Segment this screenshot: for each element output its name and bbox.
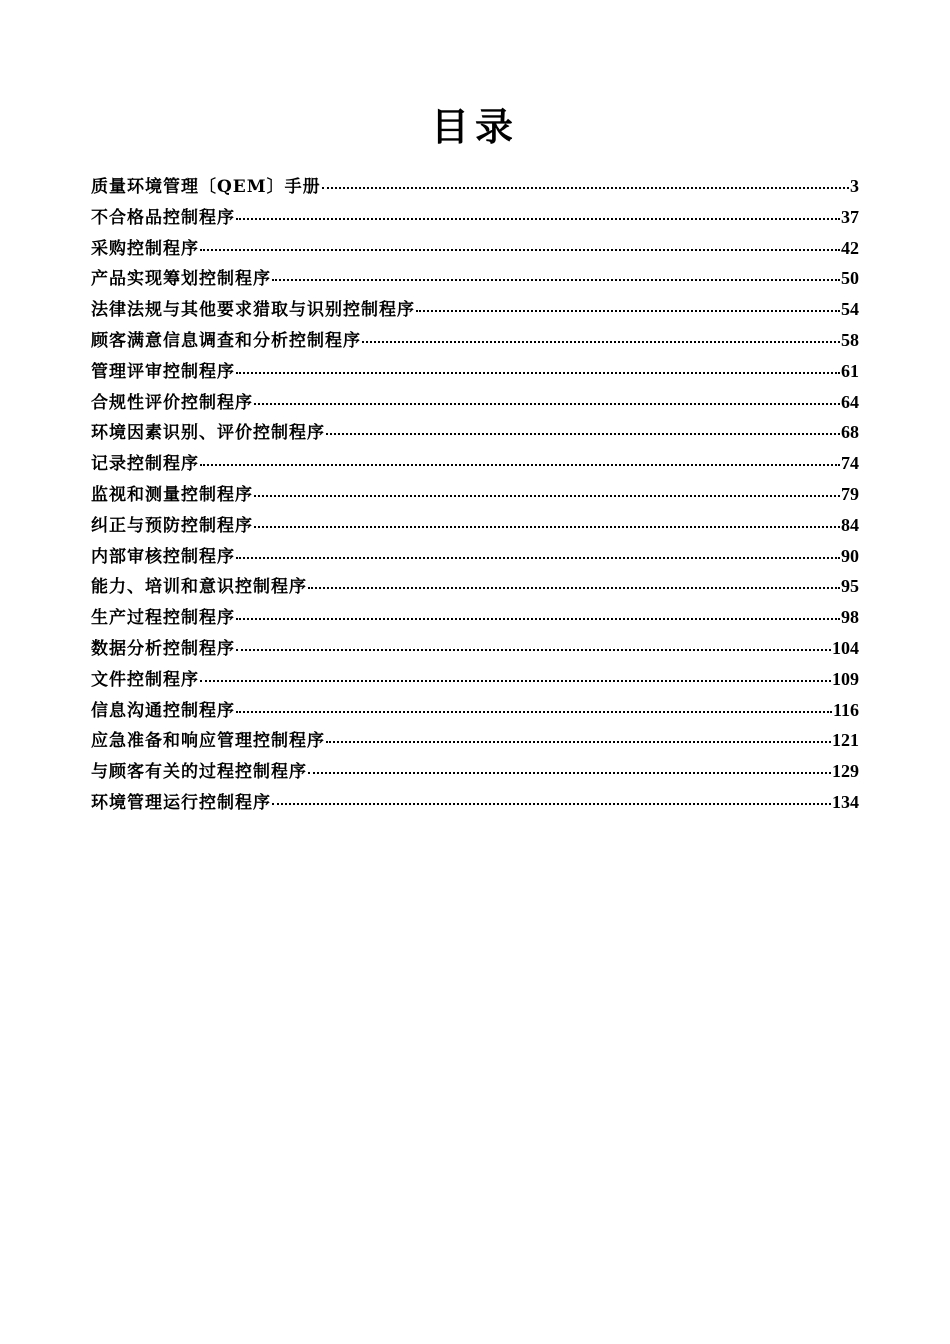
table-of-contents bbox=[91, 172, 859, 819]
dot-leader bbox=[200, 464, 840, 466]
toc-entry-page: 58 bbox=[841, 329, 859, 350]
dot-leader bbox=[308, 772, 831, 774]
toc-entry[interactable] bbox=[91, 295, 859, 326]
dot-leader bbox=[308, 587, 840, 589]
toc-entry[interactable] bbox=[91, 788, 859, 819]
toc-entry[interactable] bbox=[91, 665, 859, 696]
toc-entry-label: 采购控制程序 bbox=[91, 238, 199, 259]
toc-entry-label: 环境因素识别、评价控制程序 bbox=[91, 423, 325, 444]
toc-entry[interactable] bbox=[91, 388, 859, 419]
toc-entry[interactable] bbox=[91, 172, 859, 203]
toc-entry[interactable] bbox=[91, 572, 859, 603]
dot-leader bbox=[236, 372, 840, 374]
dot-leader bbox=[236, 218, 840, 220]
toc-entry-label: 不合格品控制程序 bbox=[91, 207, 235, 228]
toc-entry-label: 质量环境管理〔QEM〕手册 bbox=[91, 177, 321, 197]
toc-entry[interactable] bbox=[91, 203, 859, 234]
toc-entry[interactable] bbox=[91, 511, 859, 542]
toc-entry-label: 环境管理运行控制程序 bbox=[91, 792, 271, 813]
dot-leader bbox=[322, 187, 849, 189]
toc-entry-label: 监视和测量控制程序 bbox=[91, 484, 253, 505]
toc-entry-label: 能力、培训和意识控制程序 bbox=[91, 577, 307, 598]
toc-entry-page: 50 bbox=[841, 268, 859, 289]
toc-entry-page: 37 bbox=[841, 206, 859, 227]
toc-entry[interactable] bbox=[91, 357, 859, 388]
toc-entry-label: 内部审核控制程序 bbox=[91, 546, 235, 567]
dot-leader bbox=[236, 557, 840, 559]
toc-entry[interactable] bbox=[91, 542, 859, 573]
toc-entry-label: 管理评审控制程序 bbox=[91, 361, 235, 382]
toc-entry-page: 42 bbox=[841, 237, 859, 258]
dot-leader bbox=[236, 649, 831, 651]
dot-leader bbox=[236, 711, 832, 713]
toc-entry-page: 134 bbox=[832, 791, 859, 812]
toc-entry-page: 104 bbox=[832, 637, 859, 658]
toc-entry-label: 应急准备和响应管理控制程序 bbox=[91, 731, 325, 752]
toc-entry-page: 129 bbox=[832, 761, 859, 782]
toc-entry[interactable] bbox=[91, 449, 859, 480]
toc-entry[interactable] bbox=[91, 696, 859, 727]
dot-leader bbox=[254, 495, 840, 497]
toc-entry-page: 54 bbox=[841, 299, 859, 320]
dot-leader bbox=[326, 741, 831, 743]
toc-entry[interactable] bbox=[91, 418, 859, 449]
toc-entry-label: 信息沟通控制程序 bbox=[91, 700, 235, 721]
toc-entry[interactable] bbox=[91, 634, 859, 665]
toc-entry-label: 记录控制程序 bbox=[91, 454, 199, 475]
dot-leader bbox=[200, 249, 840, 251]
toc-entry[interactable] bbox=[91, 757, 859, 788]
toc-entry[interactable] bbox=[91, 603, 859, 634]
toc-entry-label: 纠正与预防控制程序 bbox=[91, 515, 253, 536]
toc-entry-label: 顾客满意信息调查和分析控制程序 bbox=[91, 330, 361, 351]
toc-entry[interactable] bbox=[91, 726, 859, 757]
toc-entry[interactable] bbox=[91, 234, 859, 265]
toc-entry-page: 3 bbox=[850, 176, 859, 196]
toc-entry[interactable] bbox=[91, 264, 859, 295]
toc-entry-page: 79 bbox=[841, 483, 859, 504]
toc-entry[interactable] bbox=[91, 326, 859, 357]
dot-leader bbox=[254, 403, 840, 405]
dot-leader bbox=[236, 618, 840, 620]
toc-entry-page: 116 bbox=[832, 699, 859, 720]
toc-entry-page: 64 bbox=[841, 391, 859, 412]
toc-entry-page: 109 bbox=[832, 668, 859, 689]
toc-entry-label: 法律法规与其他要求猎取与识别控制程序 bbox=[91, 300, 415, 321]
page-title: 目录 bbox=[430, 104, 519, 149]
toc-entry-label: 合规性评价控制程序 bbox=[91, 392, 253, 413]
toc-entry[interactable] bbox=[91, 480, 859, 511]
toc-entry-label: 与顾客有关的过程控制程序 bbox=[91, 762, 307, 783]
toc-entry-page: 98 bbox=[841, 607, 859, 628]
toc-entry-page: 90 bbox=[841, 545, 859, 566]
dot-leader bbox=[272, 803, 831, 805]
toc-entry-label: 生产过程控制程序 bbox=[91, 608, 235, 629]
toc-entry-label: 数据分析控制程序 bbox=[91, 638, 235, 659]
toc-entry-label: 产品实现筹划控制程序 bbox=[91, 269, 271, 290]
dot-leader bbox=[200, 680, 831, 682]
dot-leader bbox=[326, 433, 840, 435]
toc-entry-label: 文件控制程序 bbox=[91, 669, 199, 690]
toc-entry-page: 121 bbox=[832, 730, 859, 751]
dot-leader bbox=[272, 279, 840, 281]
toc-entry-page: 84 bbox=[841, 514, 859, 535]
dot-leader bbox=[416, 310, 840, 312]
toc-entry-page: 74 bbox=[841, 453, 859, 474]
dot-leader bbox=[254, 526, 840, 528]
toc-entry-page: 68 bbox=[841, 422, 859, 443]
toc-entry-page: 61 bbox=[841, 360, 859, 381]
dot-leader bbox=[362, 341, 840, 343]
toc-entry-page: 95 bbox=[841, 576, 859, 597]
